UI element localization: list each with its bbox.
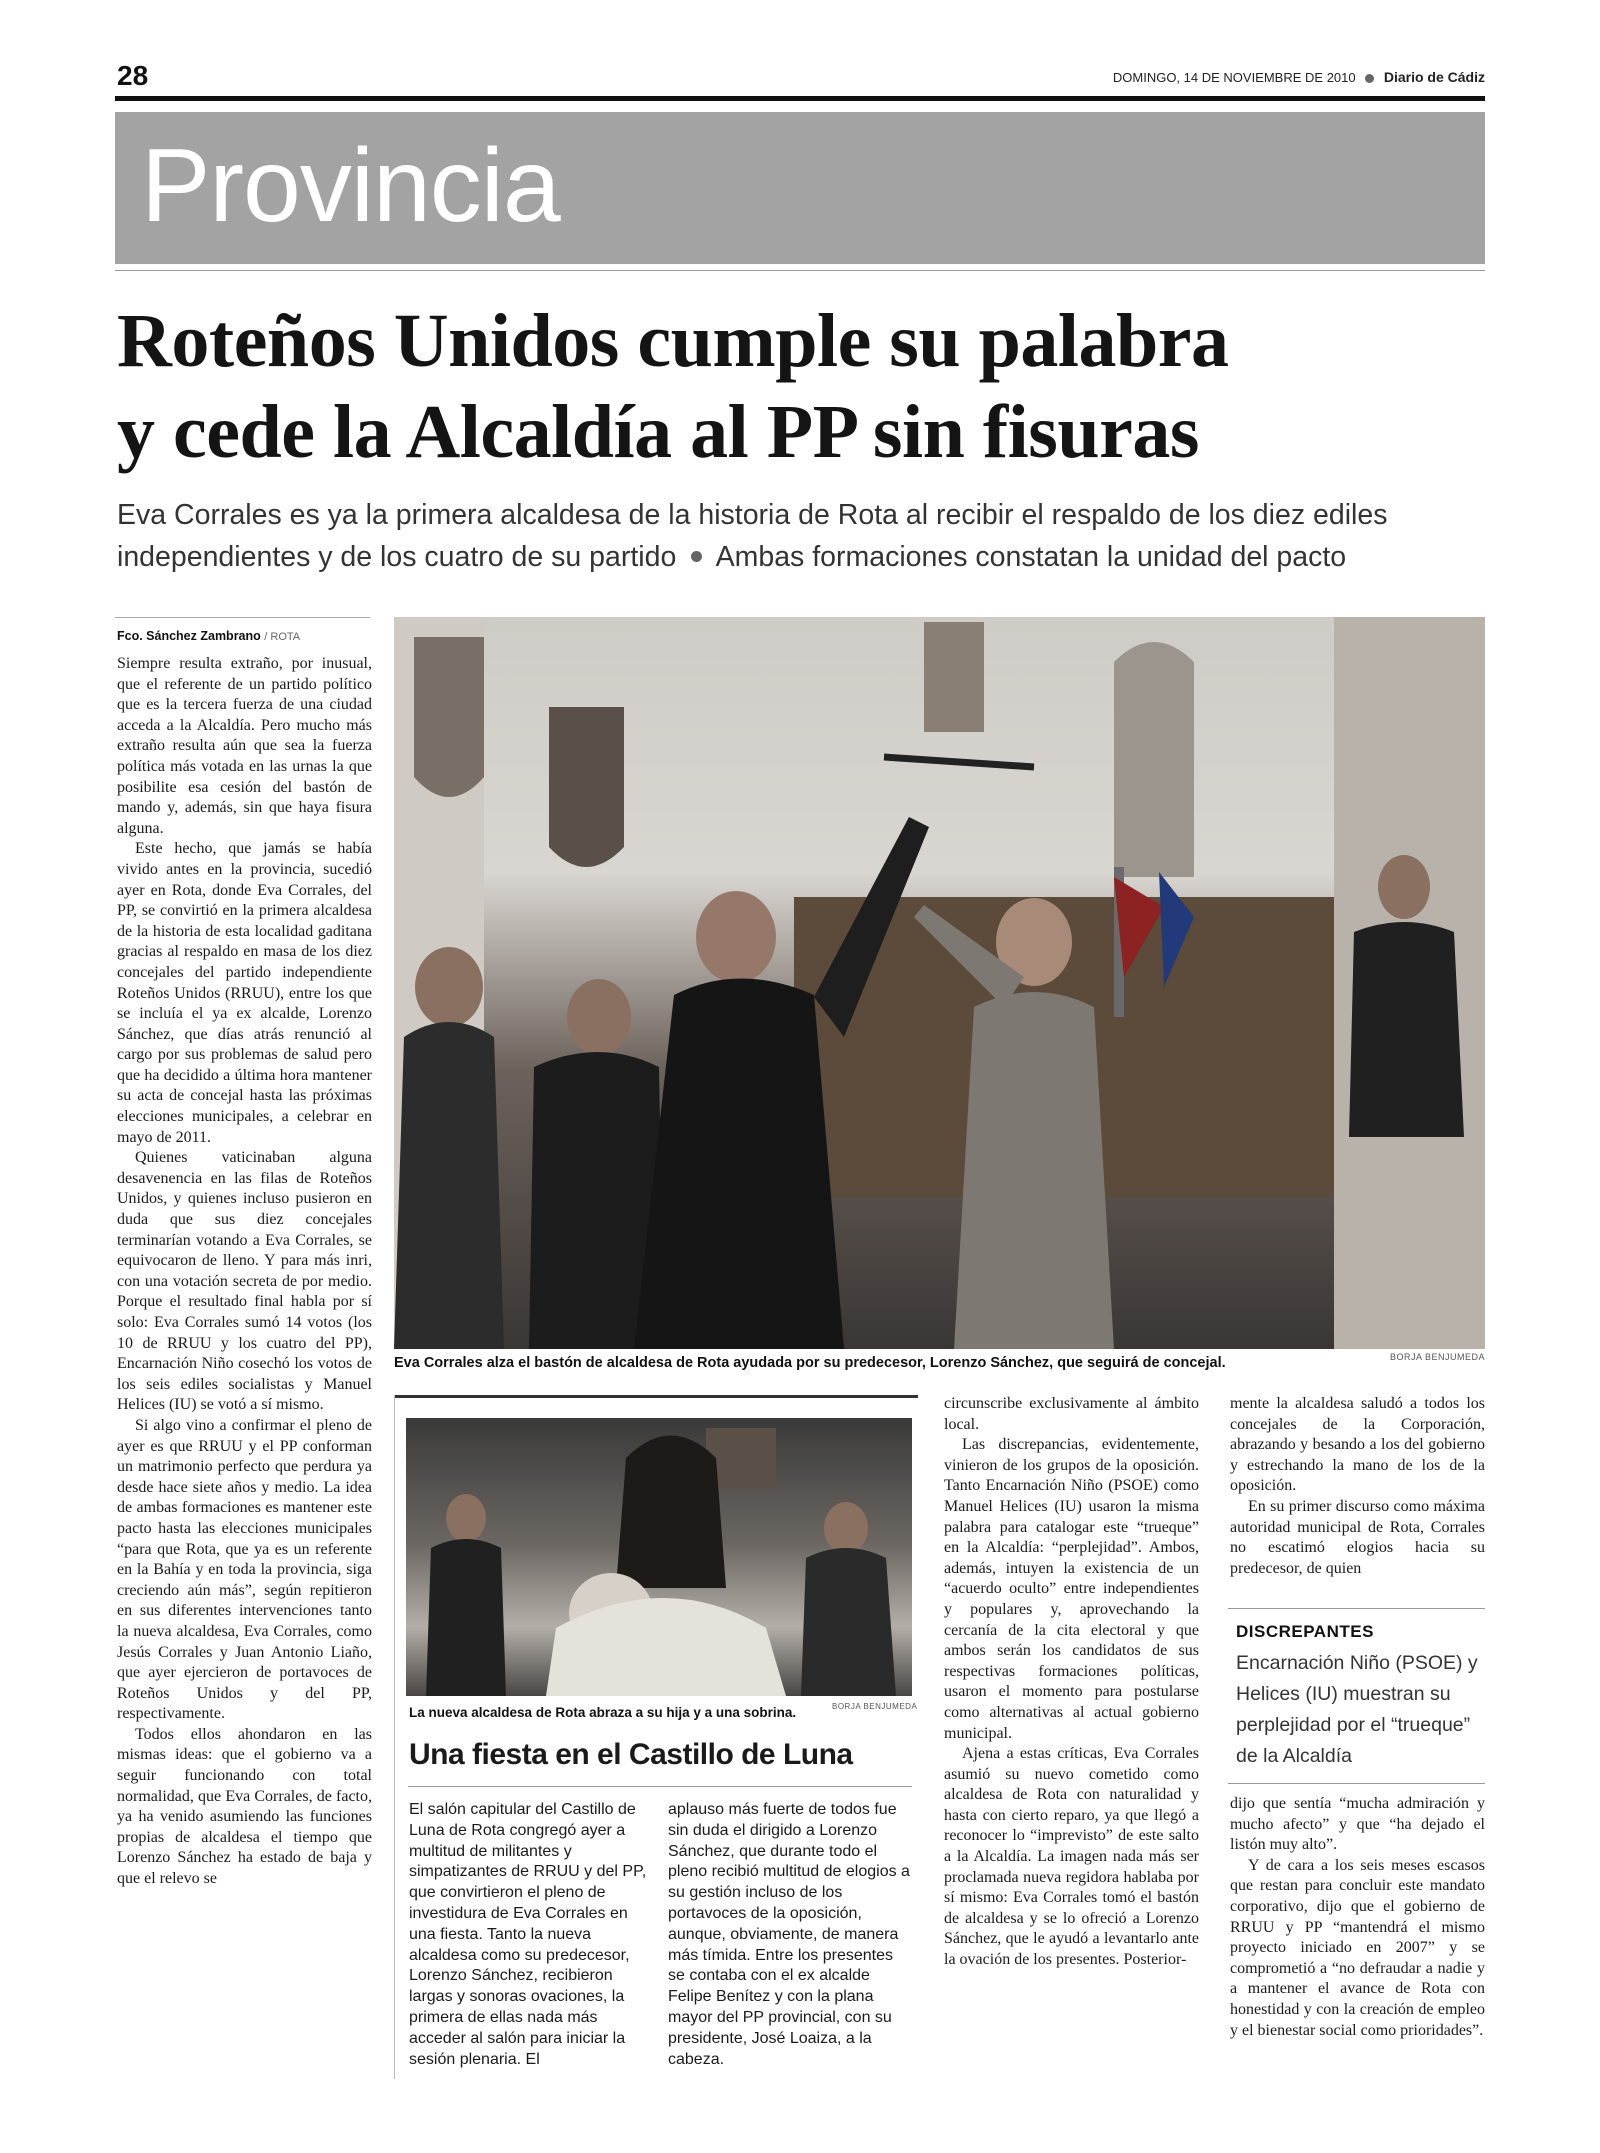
sidebar-photo-caption: La nueva alcaldesa de Rota abraza a su hija y a una sobrina. (409, 1705, 797, 1720)
paragraph: aplauso más fuerte de todos fue sin duda el dirigido a Lorenzo Sánchez, que durante todo el pleno recibió multitud de elogios a su gestión incluso de los portavoces de la oposición, aunque, obviamente, de manera más tímida. Entre los presentes se contaba con el ex alcalde Felipe Benítez y con la plana mayor del PP provincial, con su presidente, José Loaiza, a la cabeza. (668, 1801, 910, 2068)
subhead-line-2: independientes y de los cuatro de su partido Ambas formaciones constatan la unidad del pacto (117, 541, 1347, 573)
paragraph: Todos ellos ahondaron en las mismas ideas: que el gobierno va a seguir funcionando con total normalidad, que Eva Corrales, de facto, ya ha venido asumiendo las funciones propias de alcaldesa el tiempo que Lorenzo Sánchez ha estado de baja y que el relevo se (117, 1725, 372, 1888)
sidebar-title: Una fiesta en el Castillo de Luna (409, 1738, 853, 1771)
subhead-line-1: Eva Corrales es ya la primera alcaldesa de la historia de Rota al recibir el respaldo de los diez ediles (117, 499, 1388, 531)
paragraph: Siempre resulta extraño, por inusual, que el referente de un partido político que es la tercera fuerza de una ciudad acceda a la Alcaldía. Pero mucho más extraño resulta aún que sea la fuerza política más votada en las urnas la que posibilite esa cesión del bastón de mando y, además, sin que haya fisura alguna. (117, 655, 372, 837)
headline (117, 296, 1487, 478)
sidebar-photo-scene (406, 1418, 912, 1696)
pullquote-text: Encarnación Niño (PSOE) y Helices (IU) muestran su perplejidad por el “trueque” de la Alcaldía (1236, 1652, 1478, 1767)
article-column-4-top (1230, 1394, 1485, 1579)
byline-place: / ROTA (264, 631, 301, 643)
main-photo-credit: BORJA BENJUMEDA (1389, 1352, 1485, 1362)
paragraph: Las discrepancias, evidentemente, vinieron de los grupos de la oposición. Tanto Encarnación Niño (PSOE) como Manuel Helices (IU) usaron la misma palabra para catalogar este “trueque” en la Alcaldía: “perplejidad”. Ambos, además, intuyen la existencia de un “acuerdo oculto” entre independientes y populares y, aprovechando la cercanía de la cita electoral y que ambos serán los candidatos de sus respectivas formaciones políticas, usaron el momento para postularse como alternativas al actual gobierno municipal. (944, 1436, 1199, 1742)
paragraph: Y de cara a los seis meses escasos que restan para concluir este mandato corporativo, dijo que el gobierno de RRUU y PP “mantendrá el mismo proyecto iniciado en 2007” y se comprometió a “no defraudar a nadie y a mantener el avance de Rota con honestidad y con la creación de empleo y el bienestar social como prioridades”. (1230, 1856, 1485, 2039)
sidebar-left-rule (394, 1395, 395, 2079)
masthead-right (1113, 69, 1485, 85)
sidebar-column-2 (668, 1800, 912, 2070)
pullquote-label: DISCREPANTES (1236, 1622, 1374, 1641)
paragraph: Ajena a estas críticas, Eva Corrales asumió su nuevo cometido como alcaldesa de Rota con naturalidad y hasta con cierto reparo, ya que llegó a reconocer lo “imprevisto” de este salto a la Alcaldía. La imagen nada más ser proclamada nueva regidora hablaba por sí mismo: Eva Corrales tomó el bastón de alcaldesa y se lo ofreció a Lorenzo Sánchez, que le ayudó a levantarlo ante la ovación de los presentes. Posterior- (944, 1745, 1199, 1969)
section-banner (115, 112, 1485, 264)
subhead (117, 494, 1487, 578)
paragraph: circunscribe exclusivamente al ámbito local. (944, 1395, 1199, 1433)
headline-line-2: y cede la Alcaldía al PP sin fisuras (117, 390, 1199, 474)
sidebar-column-1 (409, 1800, 653, 2070)
publication-name: Diario de Cádiz (1383, 69, 1485, 85)
bullet-icon (1365, 74, 1374, 83)
sidebar-photo-credit: BORJA BENJUMEDA (832, 1702, 918, 1711)
paragraph: En su primer discurso como máxima autoridad municipal de Rota, Corrales no escatimó elogios hacia su predecesor, de quien (1230, 1497, 1485, 1577)
article-column-1 (117, 654, 372, 1890)
photo-scene (394, 617, 1485, 1349)
section-title: Provincia (141, 128, 560, 244)
sidebar-photo (406, 1418, 912, 1696)
page-number: 28 (117, 60, 149, 91)
byline-author: Fco. Sánchez Zambrano (117, 629, 261, 643)
paragraph: Este hecho, que jamás se había vivido antes en la provincia, sucedió ayer en Rota, donde Eva Corrales, del PP, se convirtió en la primera alcaldesa de la historia de esta localidad gaditana gracias al respaldo en masa de los diez concejales del partido independiente Roteños Unidos (RRUU), entre los que se incluía el ya ex alcalde, Lorenzo Sánchez, que días atrás renunció al cargo por sus problemas de salud pero que ha decidido a última hora mantener su acta de concejal hasta las próximas elecciones municipales, a celebrar en mayo de 2011. (117, 840, 372, 1146)
main-photo-caption: Eva Corrales alza el bastón de alcaldesa de Rota ayudada por su predecesor, Lorenzo Sánchez, que seguirá de concejal. (394, 1355, 1226, 1371)
issue-date: DOMINGO, 14 DE NOVIEMBRE DE 2010 (1112, 70, 1356, 85)
main-photo (394, 617, 1485, 1349)
paragraph: El salón capitular del Castillo de Luna de Rota congregó ayer a multitud de militantes y simpatizantes de RRUU y del PP, que convirtieron el pleno de investidura de Eva Corrales en una fiesta. Tanto la nueva alcaldesa como su predecesor, Lorenzo Sánchez, recibieron largas y sonoras ovaciones, la primera de ellas nada más acceder al salón para iniciar la sesión plenaria. El (409, 1801, 647, 2068)
masthead-rule (115, 96, 1485, 101)
pullquote-rule-top (1228, 1608, 1485, 1609)
paragraph: Si algo vino a confirmar el pleno de ayer es que RRUU y el PP conforman un matrimonio perfecto que perdura ya desde hace siete años y medio. La idea de ambas formaciones es mantener este pacto hasta las elecciones municipales “para que Rota, que ya es un referente en la Bahía y en toda la provincia, siga creciendo aún más”, según repitieron en sus diferentes intervenciones tanto la nueva alcaldesa, Eva Corrales, como Jesús Corrales y Juan Antonio Liaño, que ayer ejercieron de portavoces de Roteños Unidos y del PP, respectivamente. (117, 1416, 372, 1723)
byline-rule (115, 617, 370, 618)
paragraph: Quienes vaticinaban alguna desavenencia en las filas de Roteños Unidos, y quienes incluso pusieron en duda que sus diez concejales terminarían votando a Eva Corrales, se equivocaron de lleno. Y para más inri, con una votación secreta de por medio. Porque el resultado final habla por sí solo: Eva Corrales sumó 14 votos (los 10 de RRUU y los cuatro del PP), Encarnación Niño cosechó los votos de los seis ediles socialistas y Manuel Helices (IU) se votó a sí mismo. (117, 1149, 372, 1414)
paragraph: mente la alcaldesa saludó a todos los concejales de la Corporación, abrazando y besando a los del gobierno y estrechando la mano de los de la oposición. (1230, 1395, 1485, 1495)
article-column-4-bottom (1230, 1794, 1485, 2041)
section-rule (115, 270, 1485, 271)
sidebar-title-rule (408, 1786, 912, 1787)
pullquote-rule-bottom (1228, 1783, 1485, 1784)
headline-line-1: Roteños Unidos cumple su palabra (117, 299, 1229, 383)
article-column-3 (944, 1394, 1199, 1971)
byline (117, 629, 300, 643)
paragraph: dijo que sentía “mucha admiración y mucho afecto” y que “ha dejado el listón muy alto”. (1230, 1795, 1485, 1854)
bullet-icon (691, 551, 702, 562)
